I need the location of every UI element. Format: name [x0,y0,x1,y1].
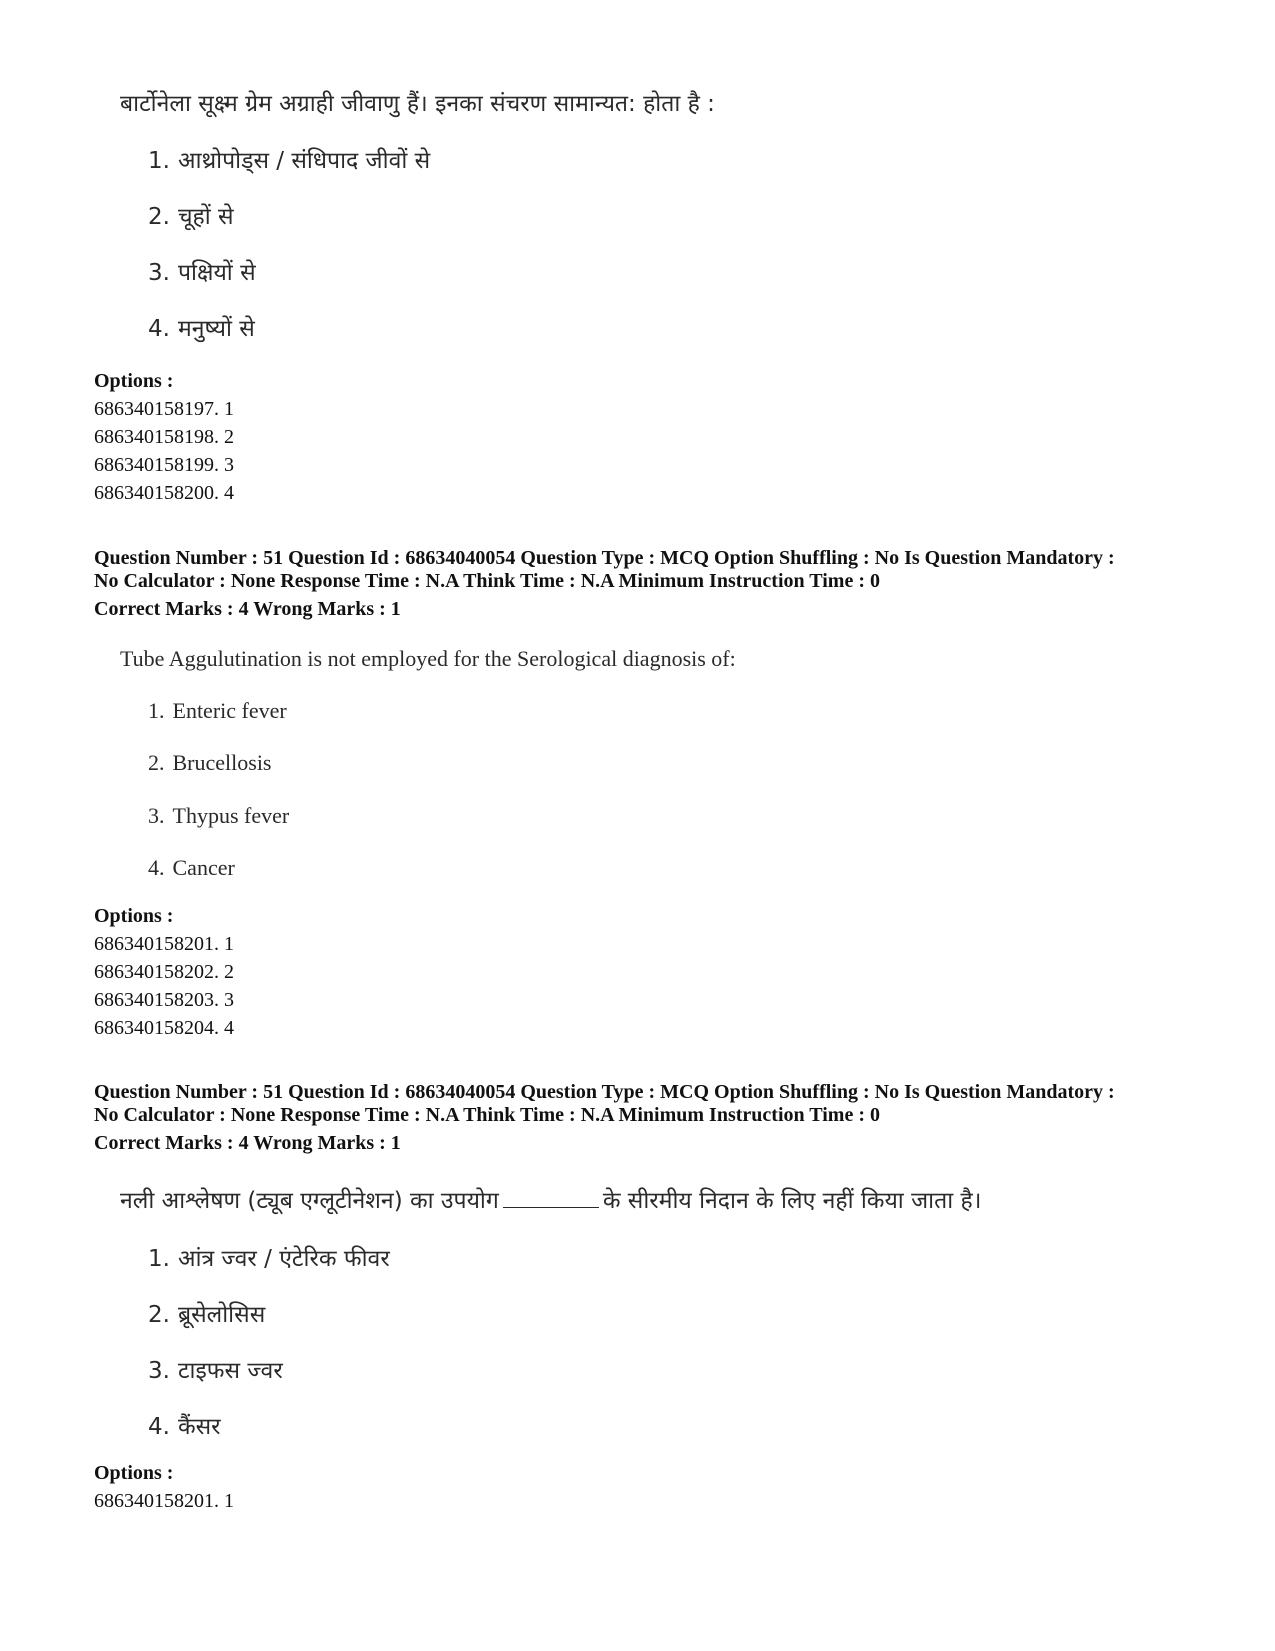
question-meta-line-1: Question Number : 51 Question Id : 68634040054 Question Type : MCQ Option Shuffling : No Is Question Mandatory : [94,547,1115,569]
option-id-line: 686340158203. 3 [94,989,234,1011]
choice-number: 2. [148,204,170,230]
choice-text: पक्षियों से [177,260,256,286]
choice-number: 1. [148,148,170,174]
choice-4 [148,1409,221,1441]
option-id-line: 686340158200. 4 [94,482,234,504]
question-meta-line-2: No Calculator : None Response Time : N.A Think Time : N.A Minimum Instruction Time : 0 [94,1104,880,1126]
choice-1 [148,143,430,175]
question-stem-part-2: के सीरमीय निदान के लिए नहीं किया जाता है। [602,1188,982,1214]
option-id-line: 686340158202. 2 [94,961,234,983]
options-label: Options : [94,905,174,927]
choice-text: आंत्र ज्वर / एंटेरिक फीवर [177,1246,390,1272]
choice-text: Brucellosis [172,750,272,775]
choice-text: Thypus fever [172,803,290,828]
option-id-line: 686340158201. 1 [94,1490,234,1512]
choice-text: Cancer [172,855,235,880]
question-meta-line-1: Question Number : 51 Question Id : 68634040054 Question Type : MCQ Option Shuffling : No Is Question Mandatory : [94,1081,1115,1103]
choice-text: ब्रूसेलोसिस [177,1302,266,1328]
options-label: Options : [94,370,174,392]
question-stem: Tube Aggulutination is not employed for the Serological diagnosis of: [120,646,736,671]
question-stem [120,1183,981,1215]
choice-1 [148,698,287,724]
choice-2 [148,1297,265,1329]
choice-number: 2. [148,750,165,775]
option-id-line: 686340158197. 1 [94,398,234,420]
choice-2 [148,750,272,776]
choice-number: 4. [148,855,165,880]
choice-number: 4. [148,1414,170,1440]
fill-in-blank [503,1187,599,1208]
choice-number: 3. [148,1358,170,1384]
question-stem-part-1: नली आश्लेषण (ट्यूब एग्लूटीनेशन) का उपयोग [120,1188,499,1214]
question-meta-line-2: No Calculator : None Response Time : N.A Think Time : N.A Minimum Instruction Time : 0 [94,570,880,592]
choice-text: चूहों से [177,204,234,230]
choice-3 [148,803,289,829]
choice-number: 1. [148,1246,170,1272]
choice-number: 2. [148,1302,170,1328]
question-marks: Correct Marks : 4 Wrong Marks : 1 [94,1132,401,1154]
choice-4 [148,311,255,343]
choice-3 [148,1353,283,1385]
option-id-line: 686340158201. 1 [94,933,234,955]
choice-number: 3. [148,260,170,286]
choice-text: कैंसर [177,1414,221,1440]
choice-1 [148,1241,390,1273]
choice-4 [148,855,235,881]
choice-text: Enteric fever [172,698,287,723]
option-id-line: 686340158204. 4 [94,1017,234,1039]
question-marks: Correct Marks : 4 Wrong Marks : 1 [94,598,401,620]
options-label: Options : [94,1462,174,1484]
choice-text: आथ्रोपोड्स / संधिपाद जीवों से [177,148,431,174]
option-id-line: 686340158198. 2 [94,426,234,448]
choice-text: टाइफस ज्वर [177,1358,283,1384]
option-id-line: 686340158199. 3 [94,454,234,476]
choice-2 [148,199,234,231]
choice-number: 3. [148,803,165,828]
choice-3 [148,255,256,287]
choice-text: मनुष्यों से [177,316,255,342]
choice-number: 1. [148,698,165,723]
choice-number: 4. [148,316,170,342]
question-stem: बार्टोनेला सूक्ष्म ग्रेम अग्राही जीवाणु हैं। इनका संचरण सामान्यत: होता है : [120,91,715,117]
